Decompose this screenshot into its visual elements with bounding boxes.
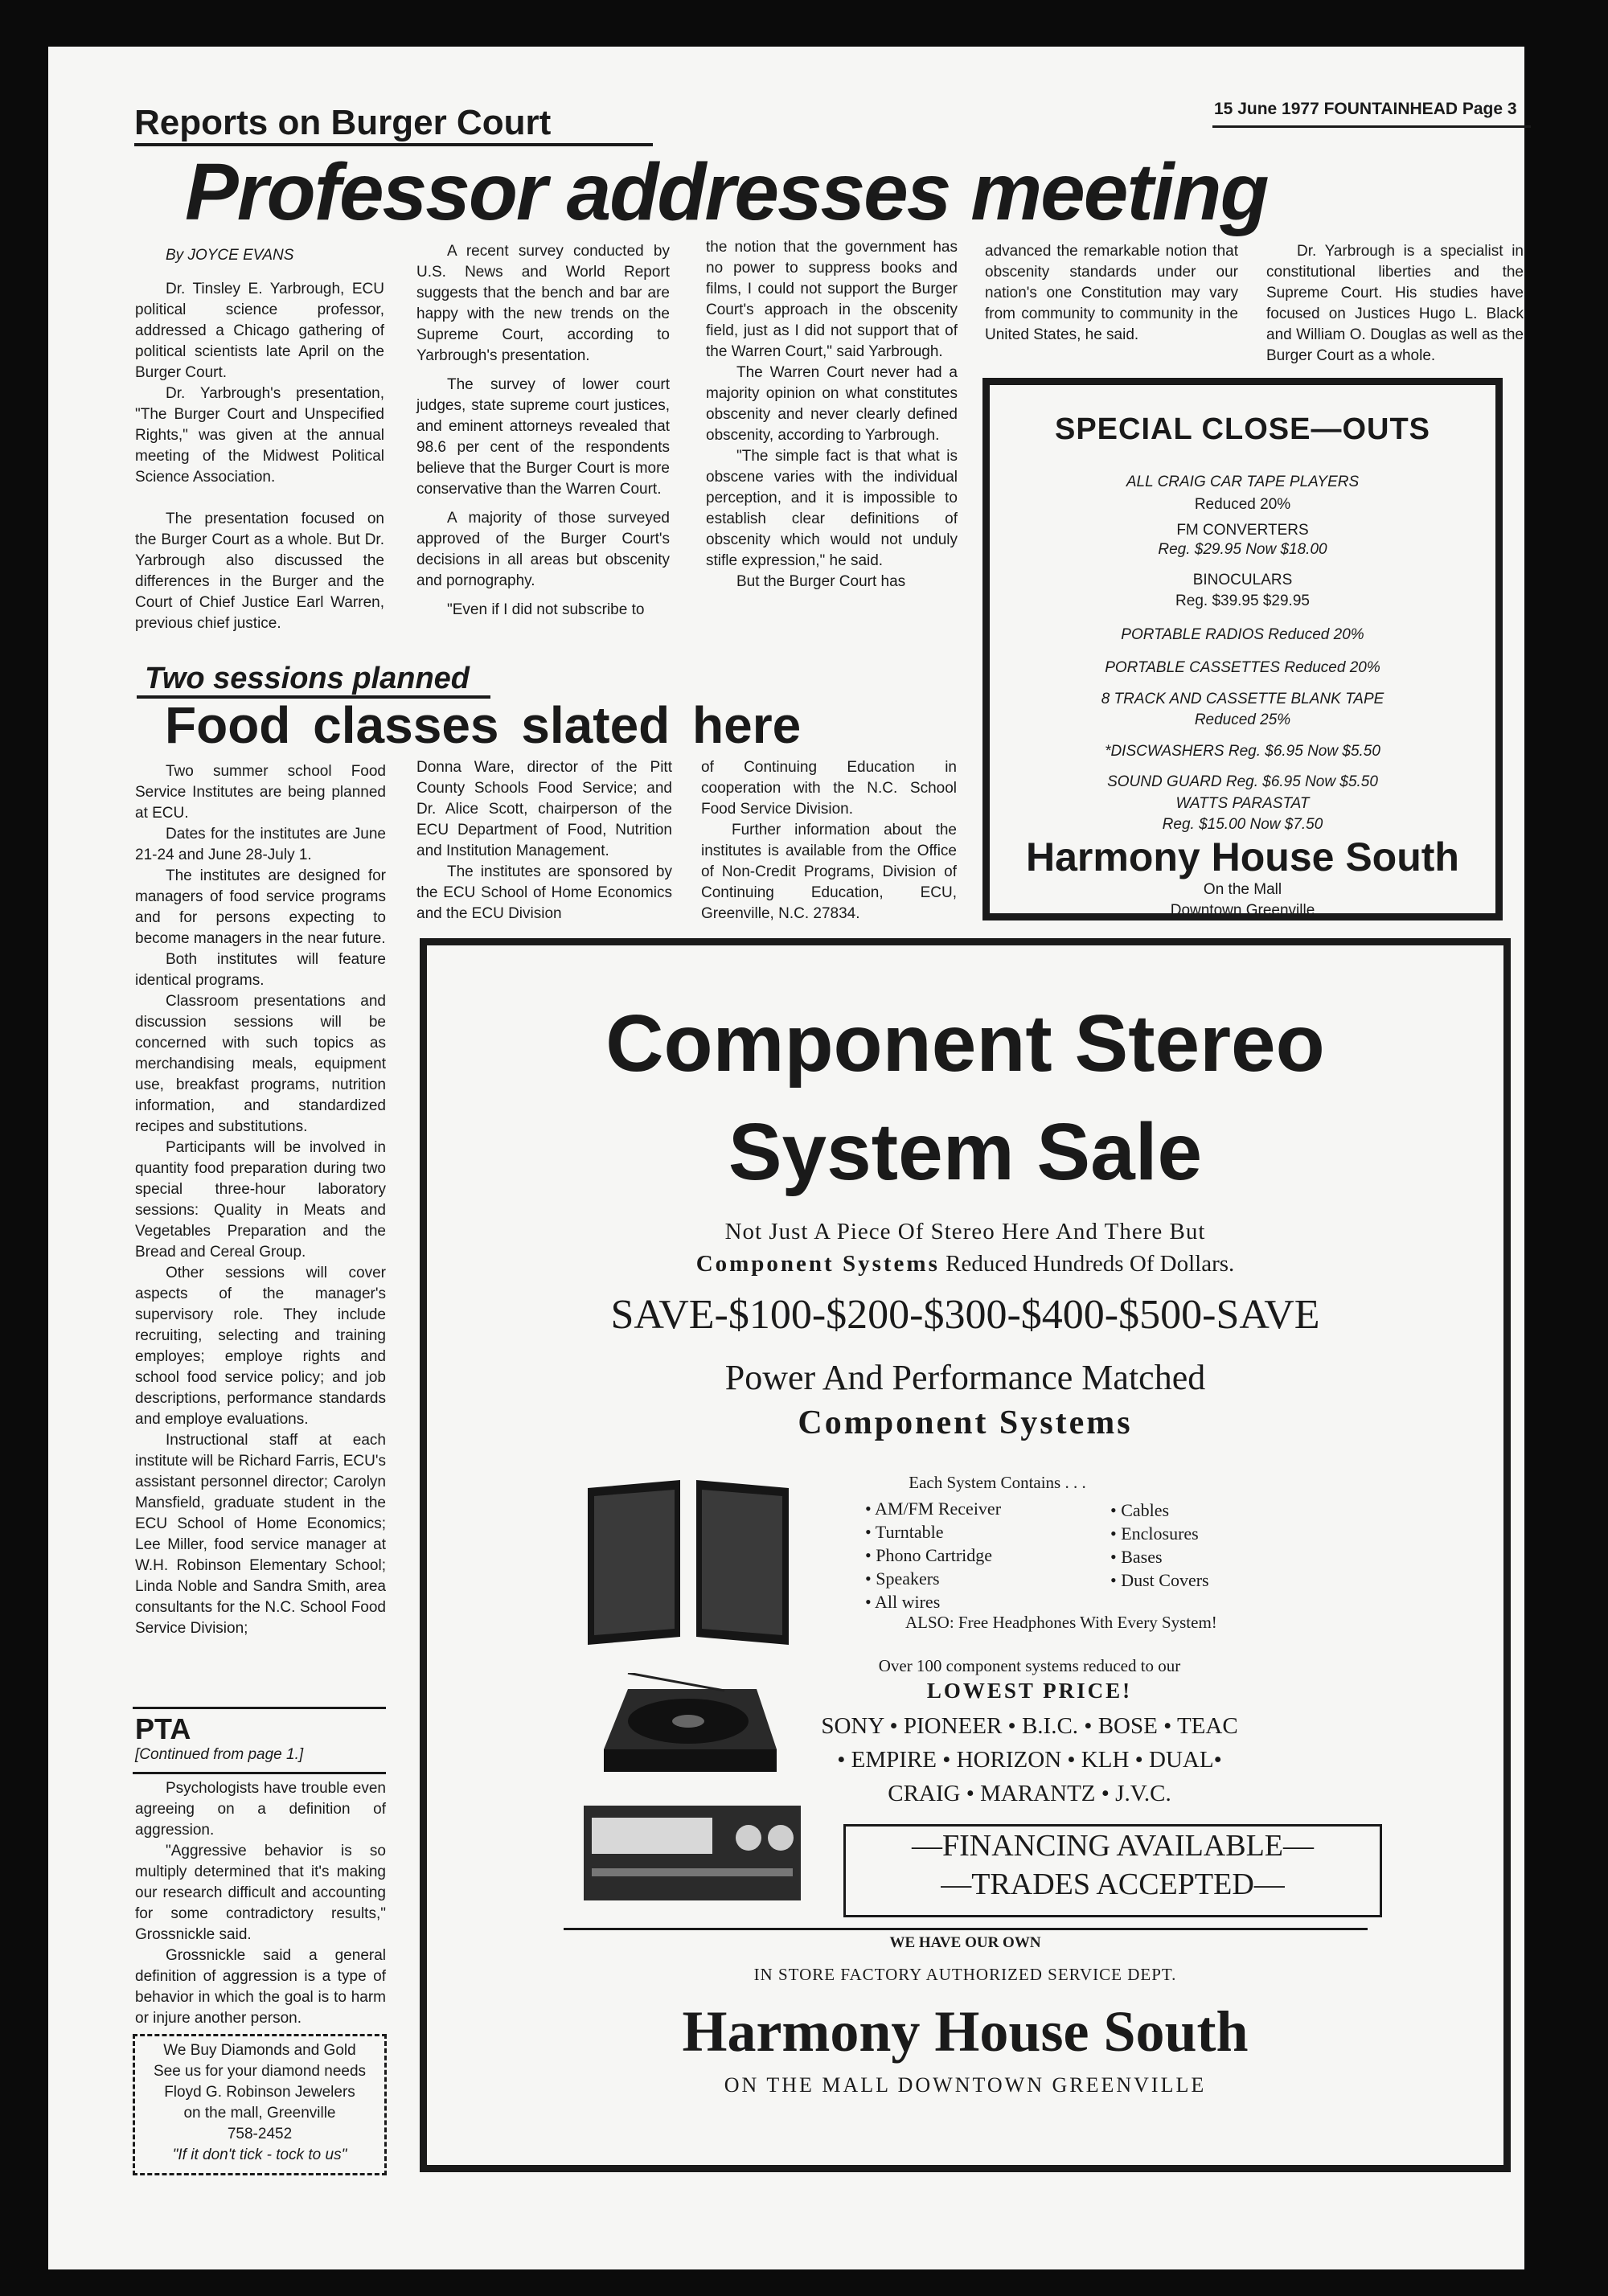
article1-col1 xyxy=(135,245,384,634)
list-item: • Enclosures xyxy=(1110,1523,1199,1544)
stereo-title-2: System Sale xyxy=(728,1107,1203,1197)
pta-column xyxy=(135,1778,386,2029)
closeout-location: Downtown Greenville xyxy=(1170,902,1315,919)
headline-professor: Professor addresses meeting xyxy=(185,147,1268,237)
list-item: • Turntable xyxy=(865,1522,944,1542)
list-item: • AM/FM Receiver xyxy=(865,1499,1002,1519)
receiver-icon xyxy=(580,1798,805,1906)
own-service-label: WE HAVE OUR OWN xyxy=(889,1934,1041,1951)
closeout-item: BINOCULARS xyxy=(1192,572,1293,588)
paragraph: Grossnickle said a general definition of aggression is a type of behavior in which the goal is to harm or injure another person. xyxy=(135,1947,386,2027)
service-dept: IN STORE FACTORY AUTHORIZED SERVICE DEPT. xyxy=(753,1965,1177,1984)
save-banner: SAVE-$100-$200-$300-$400-$500-SAVE xyxy=(610,1292,1320,1338)
closeout-ad xyxy=(982,378,1503,920)
closeout-item: Reduced 25% xyxy=(1194,711,1291,728)
closeout-title: SPECIAL CLOSE—OUTS xyxy=(1054,412,1431,446)
closeout-item: PORTABLE CASSETTES Reduced 20% xyxy=(1105,659,1380,676)
component-systems: Component Systems xyxy=(798,1404,1133,1441)
paragraph: of Continuing Education in cooperation with the N.C. School Food Service Division. xyxy=(701,759,957,818)
pta-title: PTA xyxy=(135,1712,191,1745)
brands-line-2: • EMPIRE • HORIZON • KLH • DUAL• xyxy=(837,1747,1222,1773)
paragraph: The Warren Court never had a majority opinion on what constitutes obscenity and never clearly defined obscenity, according to Yarbrough. xyxy=(706,364,958,444)
article2-col2 xyxy=(416,757,672,925)
paragraph: The presentation focused on the Burger Court as a whole. But Dr. Yarbrough also discussed the differences in the Burger and the Court of Chief Justice Earl Warren, previous chief justice. xyxy=(135,510,384,632)
closeout-item: FM CONVERTERS xyxy=(1176,522,1309,539)
closeout-location: On the Mall xyxy=(1203,881,1282,898)
paragraph: Classroom presentations and discussion sessions will be concerned with such topics as merchandising meals, equipment use, breakfast programs, nutrition information, and standardized recipes and substitutions. xyxy=(135,993,386,1135)
paragraph: advanced the remarkable notion that obscenity standards under our nation's one Constitution may vary from community to community in the United States, he said. xyxy=(985,243,1238,343)
paragraph: A recent survey conducted by U.S. News and World Report suggests that the bench and bar are happy with the new trends on the Supreme Court, according to Yarbrough's presentation. xyxy=(416,243,670,364)
brands-line-3: CRAIG • MARANTZ • J.V.C. xyxy=(888,1781,1171,1806)
paragraph: "The simple fact is that what is obscene varies with the individual perception, and it is impossible to establish clear definitions of obscenity which would not unduly stifle expression," he said. xyxy=(706,448,958,569)
paragraph: Dates for the institutes are June 21-24 and June 28-July 1. xyxy=(135,826,386,863)
closeout-store-name: Harmony House South xyxy=(1026,834,1459,879)
article1-col2 xyxy=(416,241,670,621)
paragraph: Dr. Yarbrough is a specialist in constitutional liberties and the Supreme Court. His studies have focused on Justices Hugo L. Black and William O. Douglas as well as the Burger Court as a whole. xyxy=(1266,243,1524,364)
paragraph: But the Burger Court has xyxy=(736,573,906,590)
jeweler-line: "If it don't tick - tock to us" xyxy=(172,2146,347,2163)
pta-top-rule xyxy=(133,1707,386,1709)
list-item: • Bases xyxy=(1110,1547,1163,1567)
jeweler-line: See us for your diamond needs xyxy=(153,2063,367,2080)
paragraph: Donna Ware, director of the Pitt County Schools Food Service; and Dr. Alice Scott, chairperson of the ECU Department of Food, Nutrition and Institution Management. xyxy=(416,759,672,859)
paragraph: Dr. Yarbrough's presentation, "The Burger Court and Unspecified Rights," was given at the annual meeting of the Midwest Political Science Association. xyxy=(135,385,384,486)
trades-accepted: —TRADES ACCEPTED— xyxy=(941,1868,1285,1901)
closeout-item: Reg. $15.00 Now $7.50 xyxy=(1162,816,1323,833)
headphones-offer: ALSO: Free Headphones With Every System! xyxy=(905,1613,1217,1632)
lowest-price: LOWEST PRICE! xyxy=(926,1679,1133,1703)
article2-kicker: Two sessions planned xyxy=(145,662,470,695)
jeweler-line: 758-2452 xyxy=(227,2126,293,2142)
paragraph: Both institutes will feature identical programs. xyxy=(135,951,386,989)
article1-col4 xyxy=(985,241,1238,346)
stereo-store-name: Harmony House South xyxy=(682,1999,1249,2064)
list-item: • Phono Cartridge xyxy=(865,1545,993,1565)
paragraph: The institutes are designed for managers of food service programs and for persons expecting to become managers in the near future. xyxy=(135,867,386,947)
article2-col3 xyxy=(701,757,957,925)
stereo-title-1: Component Stereo xyxy=(605,998,1325,1089)
paragraph: Psychologists have trouble even agreeing on a definition of aggression. xyxy=(135,1780,386,1839)
stereo-sub-2-bold: Component Systems xyxy=(695,1251,940,1277)
jeweler-line: We Buy Diamonds and Gold xyxy=(163,2042,356,2059)
pta-rule xyxy=(133,1772,386,1774)
list-item: • Speakers xyxy=(865,1568,940,1589)
paragraph: Other sessions will cover aspects of the manager's supervisory role. They include recruiting, selecting and training employes; employe rights and school food service policy; and job descriptions, performance standards and employe evaluations. xyxy=(135,1265,386,1428)
paragraph: The survey of lower court judges, state supreme court justices, and eminent attorneys revealed that 98.6 per cent of the respondents believe that the Burger Court is more conservative than the Warren Court. xyxy=(416,376,670,498)
paragraph: Dr. Tinsley E. Yarbrough, ECU political science professor, addressed a Chicago gathering of political scientists late April on the Burger Court. xyxy=(135,281,384,381)
contains-label: Each System Contains . . . xyxy=(909,1473,1086,1492)
closeout-item: SOUND GUARD Reg. $6.95 Now $5.50 xyxy=(1107,773,1378,790)
jeweler-line: on the mall, Greenville xyxy=(183,2105,336,2122)
paragraph: Participants will be involved in quantity food preparation during two special three-hour laboratory sessions: Quality in Meats and Vegetables Preparation and the Bread and Cereal Group. xyxy=(135,1139,386,1261)
paragraph: The institutes are sponsored by the ECU School of Home Economics and the ECU Division xyxy=(416,863,672,922)
article1-col5 xyxy=(1266,241,1524,367)
over-100-line: Over 100 component systems reduced to our xyxy=(878,1656,1181,1675)
paragraph: Two summer school Food Service Institutes are being planned at ECU. xyxy=(135,763,386,822)
paragraph: Further information about the institutes is available from the Office of Non-Credit Programs, Division of Continuing Education, ECU, Greenville, N.C. 27834. xyxy=(701,822,957,922)
closeout-item: Reg. $29.95 Now $18.00 xyxy=(1158,541,1327,558)
stereo-sub-1: Not Just A Piece Of Stereo Here And There But xyxy=(724,1219,1206,1244)
list-item: • Dust Covers xyxy=(1110,1570,1209,1590)
folio-rule xyxy=(1212,125,1531,128)
service-rule xyxy=(564,1928,1368,1930)
speakers-icon xyxy=(580,1480,797,1649)
closeout-item: WATTS PARASTAT xyxy=(1175,795,1310,812)
paragraph: Instructional staff at each institute will be Richard Farris, ECU's assistant personnel director; Carolyn Mansfield, graduate student in the ECU School of Home Economics; Lee Miller, food service manager at W.H. Robinson Elementary School; Linda Noble and Sandra Smith, area consultants for the N.C. School Food Service Division; xyxy=(135,1432,386,1637)
closeout-item: Reduced 20% xyxy=(1194,496,1291,513)
contains-list-left xyxy=(865,1497,1001,1613)
stereo-sub-2-rest: Reduced Hundreds Of Dollars. xyxy=(946,1251,1235,1277)
byline: By JOYCE EVANS xyxy=(166,247,294,264)
paragraph: "Aggressive behavior is so multiply determined that it's making our research difficult and accounting for some contradictory results," Grossnickle said. xyxy=(135,1843,386,1943)
closeout-item: PORTABLE RADIOS Reduced 20% xyxy=(1121,626,1364,643)
list-item: • All wires xyxy=(865,1592,941,1612)
stereo-sub-2 xyxy=(427,1251,1503,1277)
article2-col1 xyxy=(135,761,386,1639)
contains-list-right xyxy=(1110,1499,1209,1592)
jeweler-ad-text xyxy=(135,2040,384,2166)
closeout-item: ALL CRAIG CAR TAPE PLAYERS xyxy=(1126,474,1360,490)
paragraph: A majority of those surveyed approved of the Burger Court's decisions in all areas but obscenity and pornography. xyxy=(416,510,670,589)
page-folio: 15 June 1977 FOUNTAINHEAD Page 3 xyxy=(1214,100,1517,118)
list-item: • Cables xyxy=(1110,1500,1170,1520)
power-line: Power And Performance Matched xyxy=(724,1358,1206,1397)
headline-food-classes: Food classes slated here xyxy=(165,696,802,754)
paragraph: the notion that the government has no power to suppress books and films, I could not support the Burger Court's approach in the obscenity field, just as I did not support that of the Warren Court," said Yarbrough. xyxy=(706,239,958,360)
closeout-item: 8 TRACK AND CASSETTE BLANK TAPE xyxy=(1101,691,1384,707)
brands-line-1: SONY • PIONEER • B.I.C. • BOSE • TEAC xyxy=(821,1713,1238,1739)
paragraph: "Even if I did not subscribe to xyxy=(447,601,645,618)
financing-available: —FINANCING AVAILABLE— xyxy=(911,1829,1314,1863)
closeout-item: *DISCWASHERS Reg. $6.95 Now $5.50 xyxy=(1105,743,1380,760)
section-kicker: Reports on Burger Court xyxy=(134,103,552,142)
pta-continued: [Continued from page 1.] xyxy=(135,1746,304,1763)
stereo-mall-line: ON THE MALL DOWNTOWN GREENVILLE xyxy=(724,2073,1207,2097)
article1-col3 xyxy=(706,237,958,592)
jeweler-line: Floyd G. Robinson Jewelers xyxy=(164,2084,355,2101)
closeout-item: Reg. $39.95 $29.95 xyxy=(1175,592,1310,609)
stereo-ad xyxy=(420,938,1511,2172)
